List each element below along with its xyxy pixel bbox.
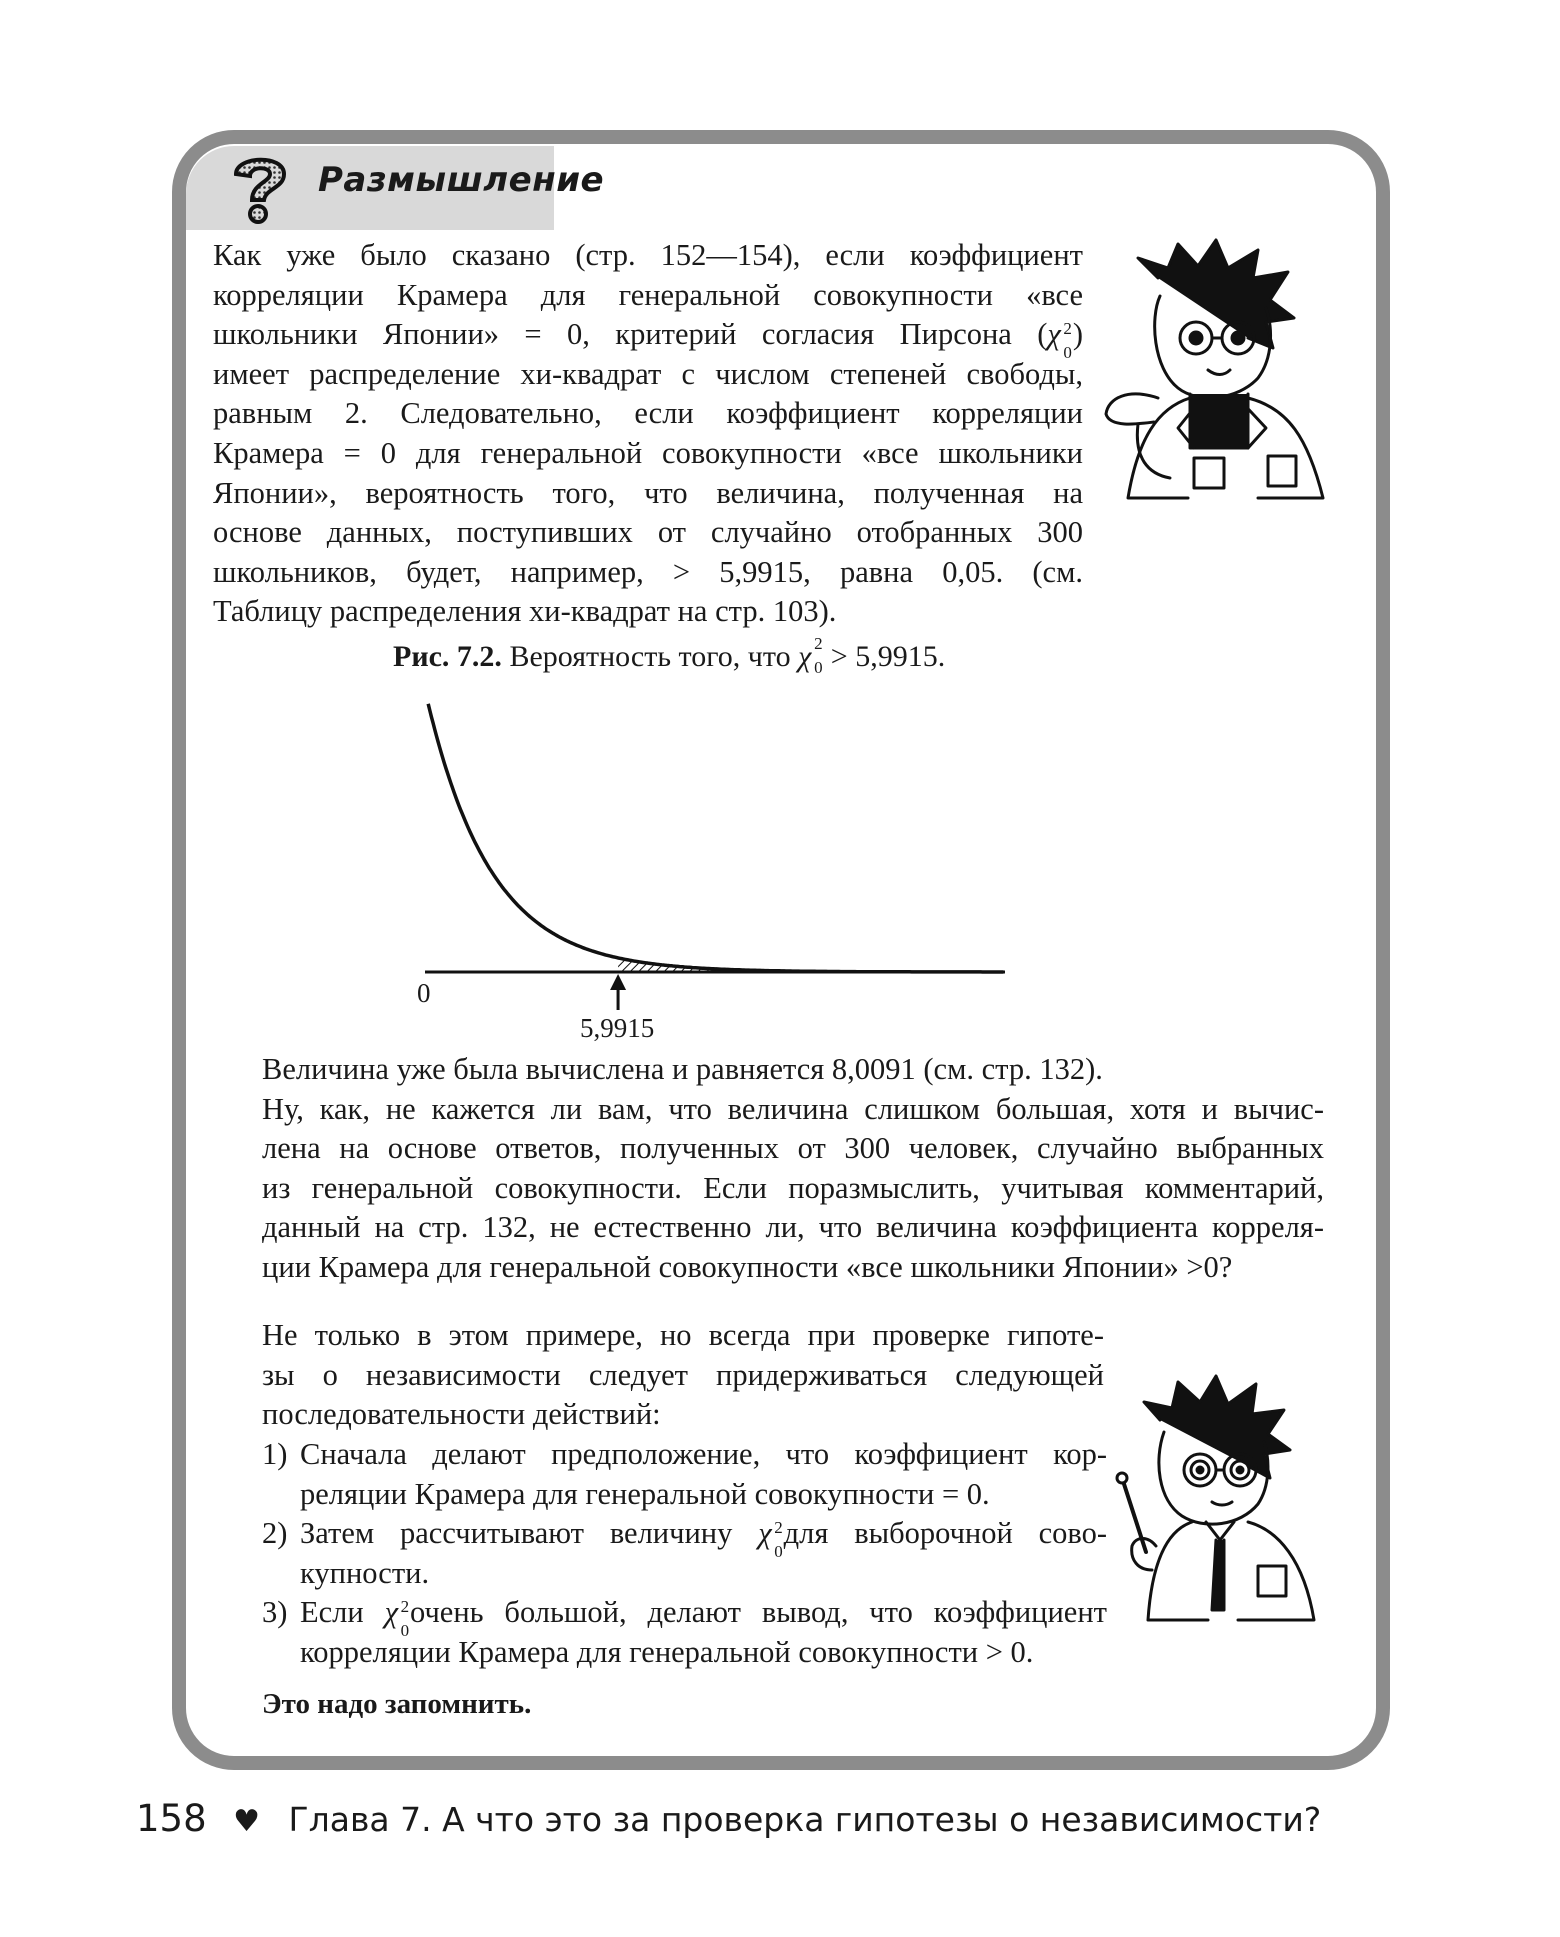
text-line: школьников, будет, например, > 5,9915, равна 0,05. (см. xyxy=(213,554,1083,589)
chi-square-chart xyxy=(395,680,1015,1010)
character-illustration-with-pointer xyxy=(1108,1370,1338,1630)
procedure-steps xyxy=(262,1435,1107,1673)
text-segment: школьники Японии» = 0, критерий согласия Пирсона ( xyxy=(213,317,1048,352)
text-line: корреляции Крамера для генеральной совокупности «все xyxy=(213,277,1083,312)
text-line: корреляции Крамера для генеральной совокупности > 0. xyxy=(300,1634,1034,1669)
chi-square-symbol: χ 2 0 xyxy=(798,634,823,677)
text-line-with-chi xyxy=(213,315,1083,363)
text-line: равным 2. Следовательно, если коэффициент корреляции xyxy=(213,396,1083,431)
x-tick-critical-value: 5,9915 xyxy=(580,1013,655,1043)
page-number: 158 xyxy=(136,1797,207,1840)
text-line: Как уже было сказано (стр. 152—154), если коэффициент xyxy=(213,238,1083,272)
page-footer xyxy=(136,1797,1321,1840)
chapter-title: Глава 7. А что это за проверка гипотезы о независимости? xyxy=(288,1800,1322,1839)
text-line: купности. xyxy=(300,1555,430,1590)
figure-label: Рис. 7.2. xyxy=(393,640,502,673)
text-line: последовательности действий: xyxy=(262,1397,661,1432)
text-segment: ) xyxy=(1072,317,1083,352)
question-mark-icon xyxy=(222,150,298,226)
chi-square-symbol: χ 2 0 xyxy=(1047,317,1072,363)
remember-note: Это надо запомнить. xyxy=(262,1688,532,1720)
step-number: 3) xyxy=(262,1595,288,1630)
chi-square-symbol: χ 2 0 xyxy=(384,1595,410,1641)
text-line: данный на стр. 132, не естественно ли, что величина коэффициента корреля- xyxy=(262,1210,1324,1245)
critical-value-arrow xyxy=(610,974,626,1010)
list-item xyxy=(262,1435,1107,1514)
text-line: основе данных, поступивших от случайно отобранных 300 xyxy=(213,515,1083,550)
text-line: Таблицу распределения хи-квадрат на стр. 103). xyxy=(213,594,837,629)
text-line: реляции Крамера для генеральной совокупности = 0. xyxy=(300,1476,990,1511)
procedure-intro xyxy=(262,1316,1104,1435)
text-line: Японии», вероятность того, что величина, полученная на xyxy=(213,475,1083,510)
step-number: 1) xyxy=(262,1437,288,1471)
heart-icon: ♥ xyxy=(233,1804,261,1839)
character-illustration-explaining xyxy=(1098,238,1348,518)
figure-caption xyxy=(393,634,946,677)
list-item xyxy=(262,1514,1107,1593)
chi-square-symbol: χ 2 0 xyxy=(758,1516,783,1562)
text-line: лена на основе ответов, полученных от 300 человек, случайно выбранных xyxy=(262,1131,1324,1166)
text-line: имеет распределение хи-квадрат с числом степеней свободы, xyxy=(213,356,1083,391)
figure-caption-text: Вероятность того, что xyxy=(509,640,791,673)
text-line: Не только в этом примере, но всегда при проверке гипоте- xyxy=(262,1318,1104,1352)
x-tick-zero: 0 xyxy=(417,978,431,1008)
section-title: Размышление xyxy=(318,160,605,200)
result-paragraph xyxy=(262,1050,1324,1288)
intro-paragraph xyxy=(213,236,1083,632)
text-line: Сначала делают предположение, что коэффициент кор- xyxy=(300,1437,1107,1471)
list-item xyxy=(262,1593,1107,1672)
text-line-with-chi: Затем рассчитывают величину χ 2 0 для выборочной сово- xyxy=(300,1516,1108,1562)
step-number: 2) xyxy=(262,1516,288,1551)
text-line: Ну, как, не кажется ли вам, что величина слишком большая, хотя и вычис- xyxy=(262,1091,1324,1126)
text-line: Крамера = 0 для генеральной совокупности «все школьники xyxy=(213,435,1083,470)
text-line: зы о независимости следует придерживаться следующей xyxy=(262,1357,1104,1392)
text-line: из генеральной совокупности. Если поразмыслить, учитывая комментарий, xyxy=(262,1170,1324,1205)
text-line: Величина уже была вычислена и равняется 8,0091 (см. стр. 132). xyxy=(262,1052,1103,1086)
figure-caption-tail: > 5,9915. xyxy=(830,640,946,673)
text-line: ции Крамера для генеральной совокупности «все школьники Японии» >0? xyxy=(262,1249,1233,1284)
text-line-with-chi: Если χ 2 0 очень большой, делают вывод, что коэффициент xyxy=(300,1595,1107,1641)
chi-square-density-curve xyxy=(428,704,1003,972)
